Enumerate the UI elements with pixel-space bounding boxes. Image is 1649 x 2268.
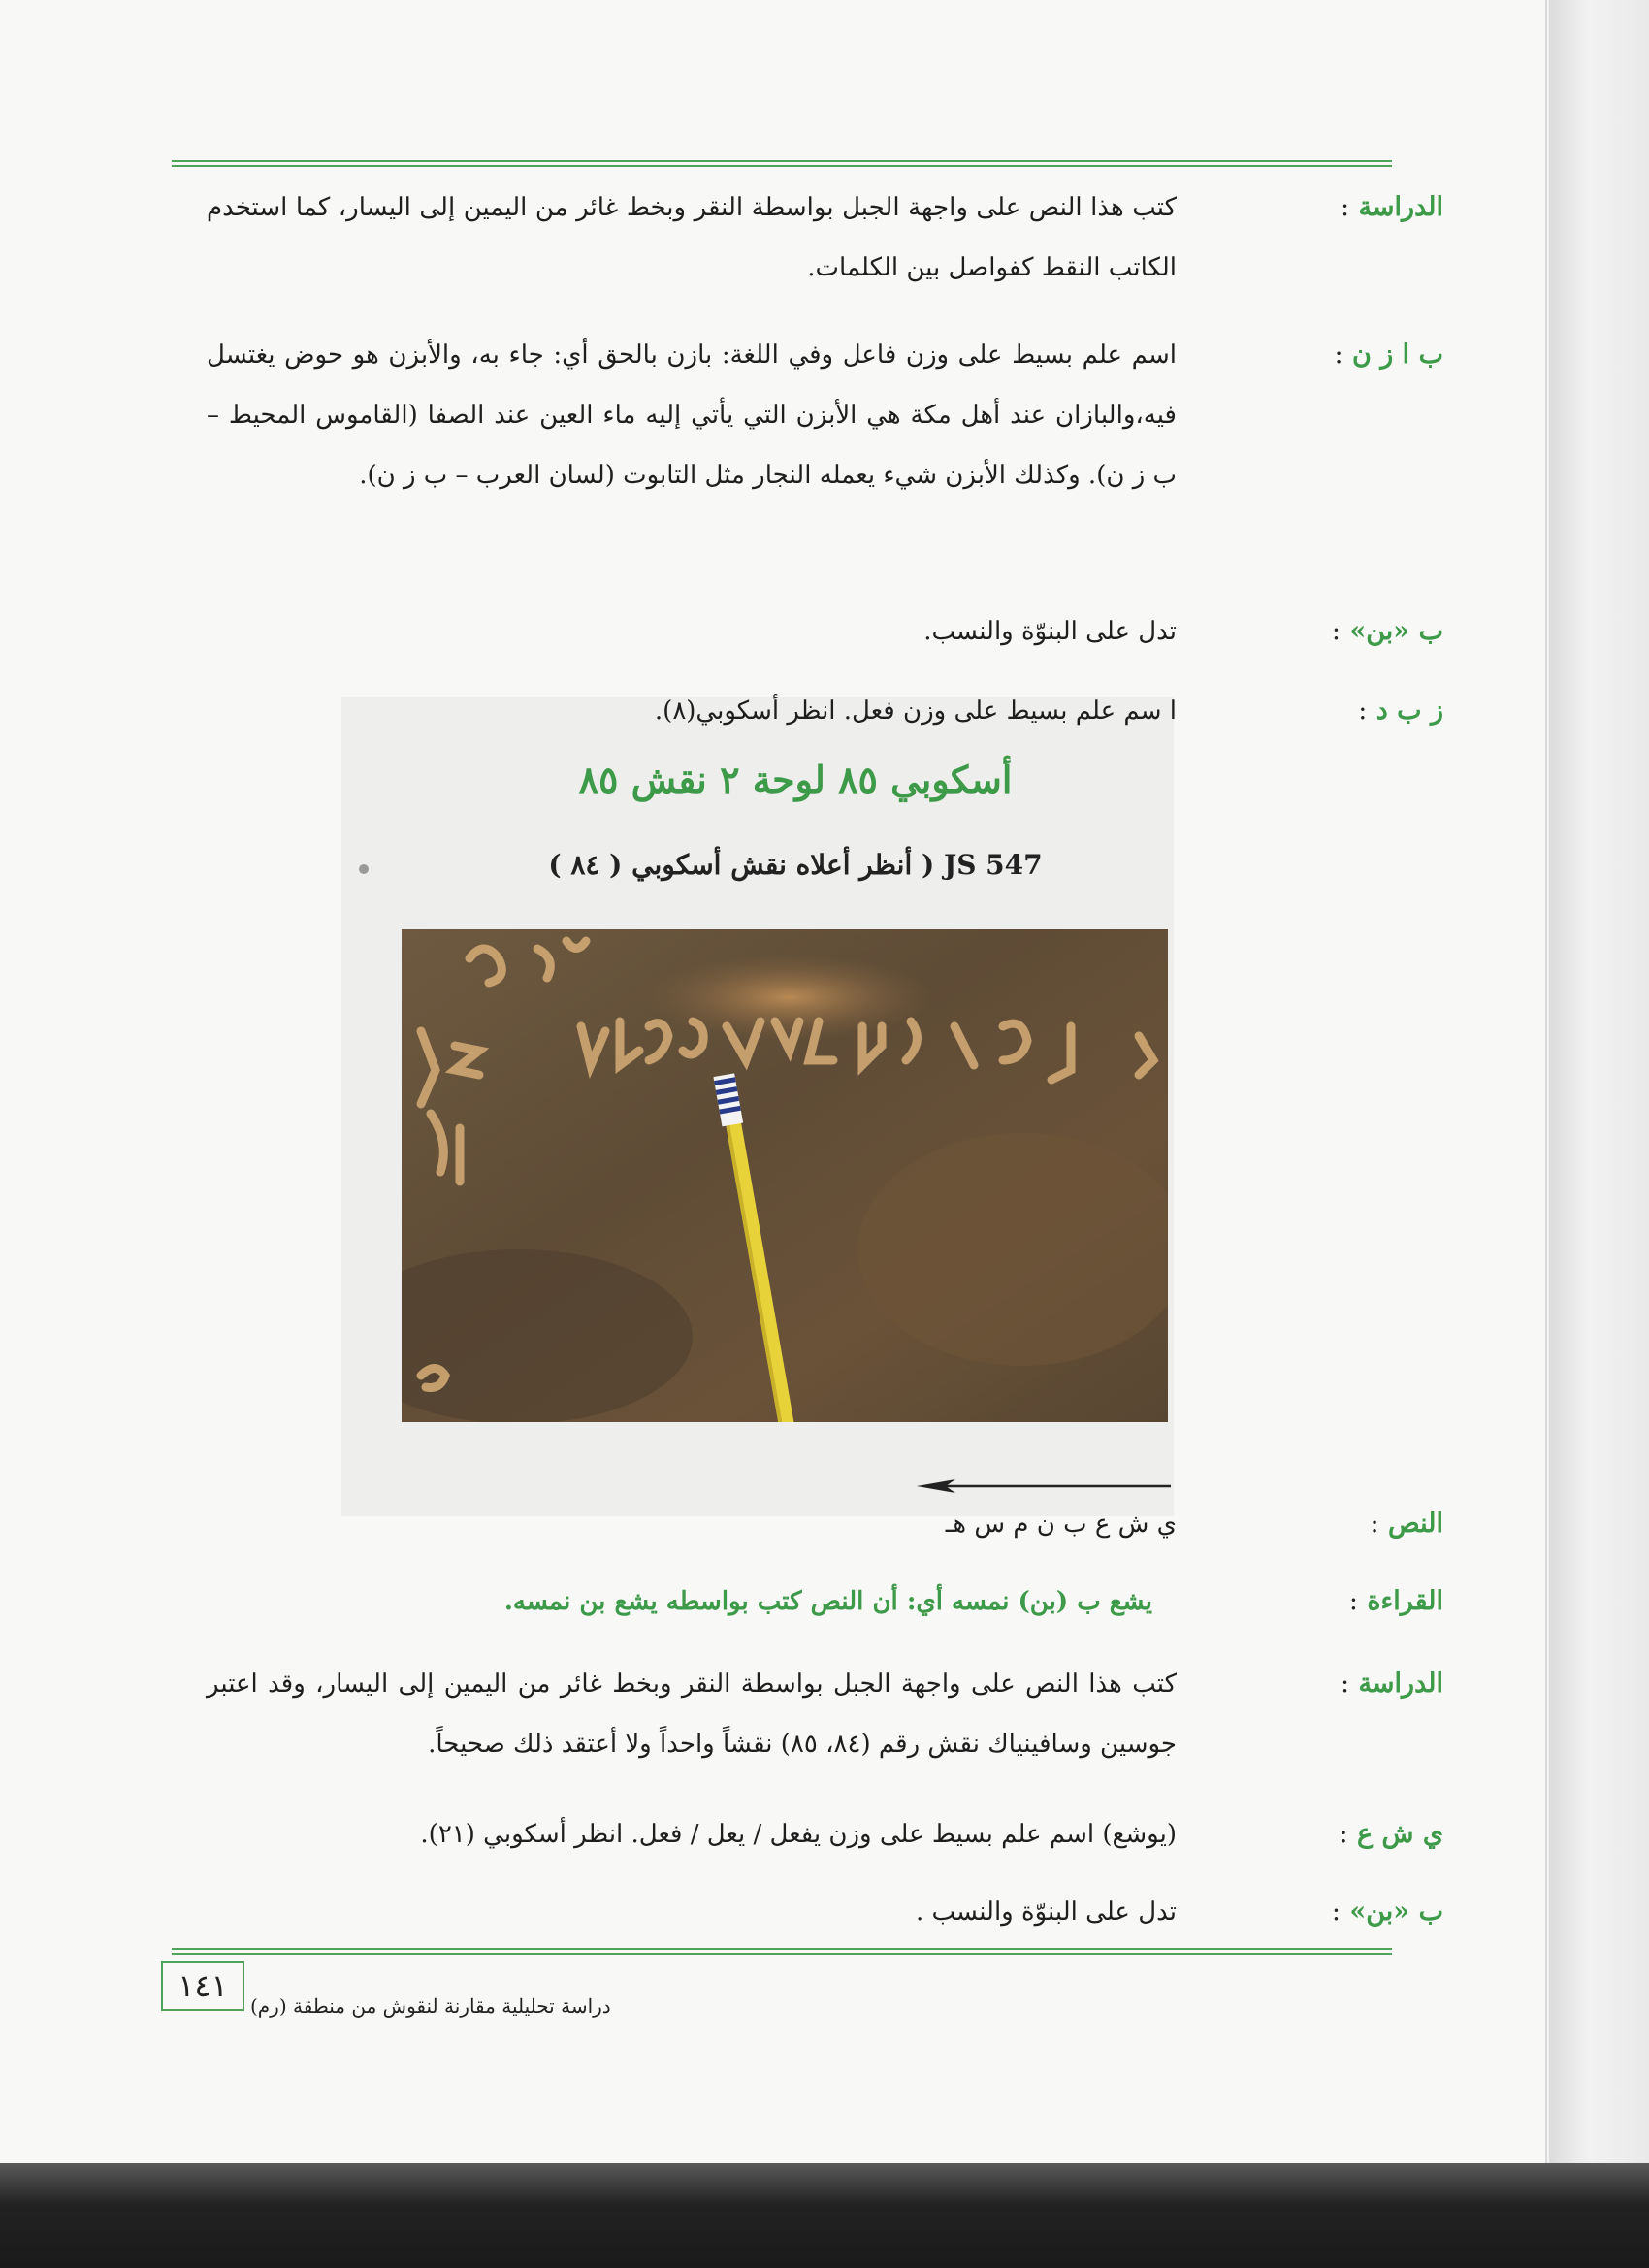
entry-reading-text: يشع ب (بن) نمسه أي: أن النص كتب بواسطه يشع بن نمسه. [503,1587,1152,1616]
figure-subheading: JS 547 ( أنظر أعلاه نقش أسكوبي ( ٨٤ ) [548,849,1043,881]
label-text: النص : [1370,1508,1443,1539]
label-yshc: ي ش ع : [1339,1819,1443,1849]
label-bin-2: ب «بن» : [1331,1896,1443,1927]
entry-zbd-text: ا سم علم بسيط على وزن فعل. انظر أسكوبي(٨). [654,697,1177,726]
label-study-1: الدراسة : [1340,192,1443,222]
footer-rule [172,1948,1392,1955]
page-number: ١٤١ [161,1961,244,2011]
scan-speck [359,864,369,874]
figure-heading: أسكوبي ٨٥ لوحة ٢ نقش ٨٥ [578,758,1013,801]
inscription-photo [402,929,1168,1422]
label-reading: القراءة : [1348,1586,1443,1616]
label-bin-1: ب «بن» : [1331,616,1443,646]
reading-direction-arrow-icon [917,1479,1171,1493]
label-bazn: ب ا ز ن : [1334,340,1443,370]
entry-bazn-text: اسم علم بسيط على وزن فاعل وفي اللغة: بازن بالحق أي: جاء به، والأبزن هو حوض يغتسل فيه،والبازان عند أهل مكة هي الأبزن التي يأتي إليه ماء العين عند الصفا (القاموس المحيط – ب ز ن). وكذلك الأبزن شيء يعمله النجار مثل التابوت (لسان العرب – ب ز ن). [207,340,1177,490]
entry-study-2-text: كتب هذا النص على واجهة الجبل بواسطة النقر وبخط غائر من اليمين إلى اليسار، وقد اعتبر جوسين وسافينياك نقش رقم (٨٤، ٨٥) نقشاً واحداً ولا أعتقد ذلك صحيحاً. [207,1669,1177,1759]
entry-study-1-text: كتب هذا النص على واجهة الجبل بواسطة النقر وبخط غائر من اليمين إلى اليسار، كما استخدم الكاتب النقط كفواصل بين الكلمات. [207,193,1177,282]
entry-yshc-text: (يوشع) اسم علم بسيط على وزن يفعل / يعل / فعل. انظر أسكوبي (٢١). [420,1820,1177,1849]
entry-bin-1-text: تدل على البنوّة والنسب. [923,617,1177,646]
scan-shadow [0,2163,1649,2268]
entry-bin-2-text: تدل على البنوّة والنسب . [915,1897,1177,1927]
label-study-2: الدراسة : [1340,1669,1443,1699]
page-edge [1549,0,1649,2163]
label-zbd: ز ب د : [1358,696,1443,726]
entry-text-letters: ي ش ع ب ن م س هـ [945,1509,1177,1539]
running-title: دراسة تحليلية مقارنة لنقوش من منطقة (رم) [250,1994,611,2018]
header-rule [172,160,1392,167]
